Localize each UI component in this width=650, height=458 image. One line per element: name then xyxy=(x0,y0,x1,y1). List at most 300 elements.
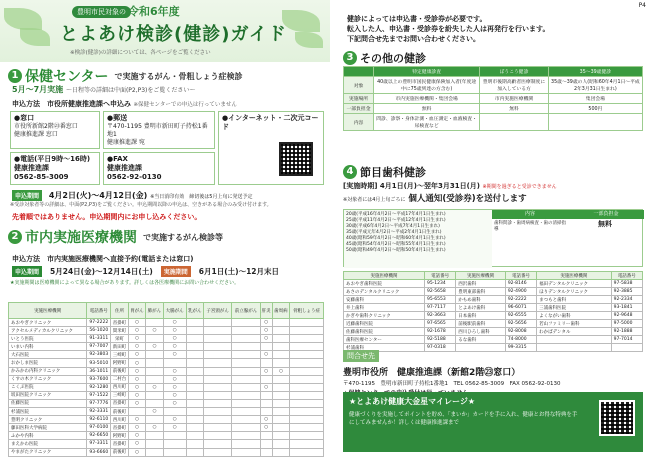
table-row xyxy=(344,304,643,312)
table-cell xyxy=(290,327,324,335)
table-cell: ○ xyxy=(163,391,186,399)
section4-title: 節目歯科健診 xyxy=(360,166,426,179)
table-cell: ○ xyxy=(128,335,145,343)
table-cell: 集団会場 xyxy=(548,94,642,104)
table-cell: 97-5000 xyxy=(611,320,642,328)
column-header: 大腸がん xyxy=(163,303,186,319)
section-number: 4 xyxy=(343,165,357,179)
table-cell xyxy=(260,432,272,440)
mileage-body: 健康づくりを実施してポイントを貯め、「まいか」カードを手に入れ、健康とお得な特典を手にしてみませんか！詳しくは健康推進課まで xyxy=(349,412,578,426)
table-cell: 97-7776 xyxy=(87,399,111,407)
table-cell: 97-0100 xyxy=(87,424,111,432)
table-cell xyxy=(204,424,232,432)
table-cell xyxy=(290,448,324,456)
table-cell: 藤田医科大学病院 xyxy=(9,424,87,432)
table-cell: ○ xyxy=(128,424,145,432)
table-cell: 無料 xyxy=(480,104,549,114)
table-cell: 佐藤医院 xyxy=(9,399,87,407)
other-table-header xyxy=(344,67,643,77)
table-cell xyxy=(290,359,324,367)
table-cell: ○ xyxy=(163,343,186,351)
table-cell xyxy=(272,383,289,391)
table-cell: 92-9648 xyxy=(611,312,642,320)
table-cell: 三浦歯科医院 xyxy=(537,304,612,312)
table-cell: 実施場所 xyxy=(344,94,374,104)
table-cell: ○ xyxy=(128,448,145,456)
table-cell: ○ xyxy=(128,343,145,351)
table-row xyxy=(344,296,643,304)
table-cell: ○ xyxy=(163,335,186,343)
table-cell xyxy=(272,335,289,343)
dental-target xyxy=(343,192,527,204)
table-cell: ○ xyxy=(260,335,272,343)
table-row xyxy=(9,440,324,448)
table-cell xyxy=(204,391,232,399)
internet-box xyxy=(218,111,324,185)
table-cell xyxy=(272,432,289,440)
table-cell: ○ xyxy=(146,383,163,391)
dental-clinic-table xyxy=(343,271,643,352)
section2-note: ★実施期間は医療機関によって異なる場合があります。詳しくは各医療機関にお問い合わせください。 xyxy=(10,280,240,286)
table-cell xyxy=(232,319,260,327)
leaf-decoration-icon xyxy=(282,10,320,32)
table-cell: よくながい歯科 xyxy=(537,312,612,320)
table-cell xyxy=(146,399,163,407)
section1-period xyxy=(12,84,195,95)
table-cell: いまい内科 xyxy=(9,343,87,351)
column-header: 住所 xyxy=(111,303,128,319)
table-cell: ○ xyxy=(128,383,145,391)
table-cell: 95-1234 xyxy=(424,280,455,288)
fax-title: ●FAX xyxy=(107,155,128,163)
table-cell: 92-2334 xyxy=(611,296,642,304)
table-cell: ○ xyxy=(260,367,272,375)
table-cell: 92-6555 xyxy=(505,312,536,320)
table-cell: 前後駅前歯科 xyxy=(456,320,506,328)
table-cell: 92-5656 xyxy=(505,320,536,328)
table-cell: 若山ファミリー歯科 xyxy=(537,320,612,328)
header-note: ※検診(健診)の詳細については、各ページをご覧ください xyxy=(70,50,211,56)
window-body: 市役所新館2階㉓番窓口 健康推進課 窓口 xyxy=(14,123,78,138)
guide-header xyxy=(0,0,330,62)
table-cell xyxy=(146,351,163,359)
mileage-qr-code-icon[interactable] xyxy=(599,400,635,436)
table-cell: 安藤歯科 xyxy=(344,296,425,304)
table-cell xyxy=(186,319,203,327)
table-cell xyxy=(146,375,163,383)
table-cell xyxy=(260,440,272,448)
exam-label: 実施期間 xyxy=(161,266,191,277)
table-cell: ○ xyxy=(146,343,163,351)
table-cell: ほりデンタルクリニック xyxy=(537,288,612,296)
table-cell: 96-6071 xyxy=(505,304,536,312)
header-year: 令和6年度 xyxy=(128,5,180,18)
qr-code-icon[interactable] xyxy=(279,142,313,176)
table-cell: 500円 xyxy=(548,104,642,114)
table-cell xyxy=(232,440,260,448)
table-cell: ○ xyxy=(163,319,186,327)
table-cell: ○ xyxy=(128,375,145,383)
table-cell: 92-3885 xyxy=(611,288,642,296)
table-cell: ○ xyxy=(163,424,186,432)
other-table-body xyxy=(344,77,643,131)
table-cell xyxy=(186,375,203,383)
table-cell xyxy=(290,424,324,432)
table-cell: 92-1280 xyxy=(87,383,111,391)
table-cell: 95-6553 xyxy=(424,296,455,304)
column-header: 実施医療機関 xyxy=(344,272,425,280)
table-cell xyxy=(290,440,324,448)
table-cell xyxy=(272,351,289,359)
table-cell: ○ xyxy=(163,367,186,375)
clinic-table-header xyxy=(9,303,324,319)
table-cell xyxy=(204,359,232,367)
table-cell: 栄町 xyxy=(111,335,128,343)
table-cell xyxy=(204,408,232,416)
content-text: 歯科問診・歯周病検査・歯の清掃指導 xyxy=(494,221,566,232)
table-cell: あおやぎクリニック xyxy=(9,319,87,327)
table-cell: かみかわ内科クリニック xyxy=(9,367,87,375)
table-cell xyxy=(186,367,203,375)
table-cell xyxy=(290,432,324,440)
table-cell xyxy=(204,343,232,351)
table-cell: 豊明市後期高齢者医療制度に加入している方 xyxy=(480,77,549,94)
table-cell xyxy=(290,343,324,351)
clinic-table xyxy=(8,302,324,457)
table-cell: ○ xyxy=(128,399,145,407)
table-cell: 92-5658 xyxy=(424,288,455,296)
first-come-note: 先着順ではありません。申込期間内にお申し込みください。 xyxy=(12,213,202,221)
apply-title: 申込方法 市役所健康推進課へ申込み xyxy=(12,100,131,108)
table-cell xyxy=(232,367,260,375)
table-cell xyxy=(272,375,289,383)
table-cell xyxy=(204,351,232,359)
section1-heading xyxy=(8,66,242,86)
table-cell: 無料 xyxy=(374,104,480,114)
window-box xyxy=(10,111,100,149)
table-cell: かもめ歯科 xyxy=(456,296,506,304)
table-cell: 92-2222 xyxy=(505,296,536,304)
table-cell: 市内実施医療機関 xyxy=(480,94,549,104)
table-cell xyxy=(260,375,272,383)
table-cell: 西川町 xyxy=(111,383,128,391)
table-cell xyxy=(163,440,186,448)
column-header: 35〜39歳健診 xyxy=(548,67,642,77)
table-cell xyxy=(290,391,324,399)
table-cell xyxy=(186,391,203,399)
table-cell: 92-1678 xyxy=(424,328,455,336)
table-cell xyxy=(290,375,324,383)
table-cell xyxy=(146,440,163,448)
exam-period: 6月1日(土)〜12月末日 xyxy=(198,267,280,276)
table-cell: 佐藤歯科医院 xyxy=(344,328,425,336)
table-cell xyxy=(232,343,260,351)
table-cell xyxy=(204,416,232,424)
table-cell: 前後町 xyxy=(111,448,128,456)
table-cell xyxy=(232,424,260,432)
period-note: 〜日程等の詳細は中面(P2,P3)をご覧ください〜 xyxy=(65,87,196,94)
table-cell xyxy=(146,359,163,367)
contact-label: 問合せ先 xyxy=(343,350,379,362)
mileage-banner xyxy=(343,392,643,452)
target-label: ※対象者には4月上旬ごろに xyxy=(343,197,406,203)
table-cell xyxy=(204,383,232,391)
table-row xyxy=(9,399,324,407)
table-cell xyxy=(186,335,203,343)
table-cell xyxy=(186,343,203,351)
column-header: 胃がん xyxy=(128,303,145,319)
table-cell: アクセルメディカルクリニック xyxy=(9,327,87,335)
section2-heading xyxy=(8,227,223,247)
table-cell: 西沢歯科 xyxy=(456,280,506,288)
table-cell xyxy=(146,432,163,440)
table-cell xyxy=(260,408,272,416)
table-cell: 市内実施医療機関・集団会場 xyxy=(374,94,480,104)
table-cell: とよあけ歯科 xyxy=(456,304,506,312)
content-label: 内容 xyxy=(492,210,568,219)
table-cell: 近藤歯科医院 xyxy=(344,320,425,328)
column-header: 歯周病 xyxy=(272,303,289,319)
table-row xyxy=(9,448,324,456)
table-cell xyxy=(186,448,203,456)
table-cell: 大石医院 xyxy=(9,351,87,359)
table-row xyxy=(344,328,643,336)
table-cell xyxy=(548,114,642,131)
table-cell xyxy=(232,327,260,335)
apply-period-label: 申込期間 xyxy=(12,190,42,201)
table-cell xyxy=(146,448,163,456)
table-cell: 井上歯科 xyxy=(344,304,425,312)
section3-title: その他の健診 xyxy=(360,52,426,65)
table-cell xyxy=(290,351,324,359)
table-cell xyxy=(163,359,186,367)
table-cell xyxy=(186,408,203,416)
dental-implementation xyxy=(343,181,557,191)
table-row xyxy=(344,104,643,114)
table-row xyxy=(344,280,643,288)
section2-title-rest: で実施するがん検診等 xyxy=(143,232,223,242)
phone-box xyxy=(10,152,100,185)
column-header: 子宮頸がん xyxy=(204,303,232,319)
table-cell: 沓掛町 xyxy=(111,319,128,327)
table-cell: あおやぎ歯科医院 xyxy=(344,280,425,288)
table-cell xyxy=(204,335,232,343)
table-cell: やまがたクリニック xyxy=(9,448,87,456)
column-header: 特定健康診査 xyxy=(374,67,480,77)
table-row xyxy=(344,288,643,296)
table-cell: ○ xyxy=(163,351,186,359)
table-row xyxy=(9,432,324,440)
table-cell xyxy=(290,408,324,416)
table-cell: 92-3331 xyxy=(87,408,111,416)
table-cell: 35歳〜39歳の人(昭和60年4月1日〜平成2年3月31日生まれ) xyxy=(548,77,642,94)
table-cell: 92-6650 xyxy=(87,432,111,440)
table-cell: ○ xyxy=(163,399,186,407)
table-cell: 97-3311 xyxy=(87,440,111,448)
table-cell: 杉浦医院 xyxy=(9,408,87,416)
table-cell xyxy=(186,432,203,440)
table-cell xyxy=(163,432,186,440)
table-cell: ○ xyxy=(260,383,272,391)
table-cell xyxy=(272,399,289,407)
column-header: 実施医療機関 xyxy=(537,272,612,280)
other-checkups-table xyxy=(343,66,643,131)
table-cell: まえかわ医院 xyxy=(9,440,87,448)
column-header: 肺がん xyxy=(146,303,163,319)
reissue-note: 健診によっては申込書・受診券が必要です。 転入した人、申込書・受診券を紛失した人は再発行を行います。 下記問合せ先までお問い合わせください。 xyxy=(347,15,550,43)
table-cell: 93-5010 xyxy=(87,359,111,367)
table-row xyxy=(9,327,324,335)
table-cell xyxy=(232,432,260,440)
fax-body: 健康推進課 0562-92-0130 xyxy=(107,164,162,181)
table-cell xyxy=(232,408,260,416)
table-cell: ○ xyxy=(128,351,145,359)
column-header: 乳がん xyxy=(186,303,203,319)
table-cell xyxy=(186,359,203,367)
apply-note: ※保健センターでの申込は行っていません xyxy=(133,102,237,108)
table-cell xyxy=(232,399,260,407)
section1-title-rest: で実施するがん・骨粗しょう症検診 xyxy=(114,71,243,81)
table-cell: ○ xyxy=(163,375,186,383)
table-cell: いとう医院 xyxy=(9,335,87,343)
table-row xyxy=(9,408,324,416)
table-cell: ○ xyxy=(260,351,272,359)
mail-title: ●郵送 xyxy=(107,114,128,122)
table-cell: ○ xyxy=(260,424,272,432)
table-cell: 問診、診察・身体計測・血圧測定・血液検査・尿検査など xyxy=(374,114,480,131)
table-cell: 三崎町 xyxy=(111,351,128,359)
table-row xyxy=(9,391,324,399)
table-cell xyxy=(186,383,203,391)
table-cell: こくぶ医院 xyxy=(9,383,87,391)
period-text: 5月〜7月実施 xyxy=(12,85,64,94)
table-cell: ○ xyxy=(260,416,272,424)
table-cell xyxy=(260,343,272,351)
fee-text: 無料 xyxy=(598,220,612,228)
table-cell xyxy=(272,408,289,416)
column-header: 電話番号 xyxy=(424,272,455,280)
table-cell: 内容 xyxy=(344,114,374,131)
table-cell xyxy=(204,440,232,448)
table-cell: 坂田医院クリニック xyxy=(9,391,87,399)
column-header: 実施医療機関 xyxy=(456,272,506,280)
column-header: 実施医療機関 xyxy=(9,303,87,319)
clinic-table-body xyxy=(9,319,324,457)
section-number: 1 xyxy=(8,69,22,83)
phone-title: ●電話(平日9時〜16時) xyxy=(14,155,91,163)
leaf-decoration-icon xyxy=(4,8,42,30)
table-cell: ○ xyxy=(128,367,145,375)
table-cell xyxy=(272,391,289,399)
table-cell: 西川町 xyxy=(111,416,128,424)
dental-table-body xyxy=(344,280,643,352)
table-cell: 97-2222 xyxy=(87,319,111,327)
table-cell xyxy=(290,399,324,407)
fee-label: 一部負担金 xyxy=(568,210,644,219)
table-row xyxy=(9,343,324,351)
table-cell xyxy=(204,367,232,375)
table-cell xyxy=(186,440,203,448)
dental-details xyxy=(492,210,644,268)
table-cell: わかばデンタル xyxy=(537,328,612,336)
table-cell xyxy=(204,375,232,383)
internet-title: ●インターネット・二次元コード xyxy=(222,114,319,131)
contact-section xyxy=(343,343,643,397)
table-cell xyxy=(272,359,289,367)
mail-body: 〒470-1195 豊明市新田町子持松1番地1 健康推進課 宛 xyxy=(107,123,208,146)
table-cell: まつもと歯科 xyxy=(537,296,612,304)
section-number: 2 xyxy=(8,230,22,244)
section4-heading xyxy=(343,164,426,180)
table-cell: 西川ひろし歯科 xyxy=(456,328,506,336)
target-text: 個人通知(受診券)を送付します xyxy=(408,194,527,204)
table-cell: 杉浦歯科 xyxy=(344,344,425,352)
table-cell xyxy=(260,359,272,367)
implementation-note: ※期間を過ぎると受診できません xyxy=(482,184,557,190)
table-cell: かぎや歯科クリニック xyxy=(344,312,425,320)
table-cell xyxy=(232,448,260,456)
table-cell: 二村台 xyxy=(111,375,128,383)
dental-info-box xyxy=(343,209,643,267)
table-cell: 74-8000 xyxy=(505,336,536,344)
table-row xyxy=(344,320,643,328)
right-page xyxy=(333,0,650,458)
table-cell: 阿野町 xyxy=(111,432,128,440)
table-cell xyxy=(186,424,203,432)
apply-method xyxy=(12,99,237,109)
table-cell: ○ xyxy=(146,424,163,432)
table-cell: 沓掛町 xyxy=(111,424,128,432)
header-subtitle: 豊明市民対象の xyxy=(72,6,131,18)
table-cell xyxy=(204,319,232,327)
table-cell xyxy=(232,383,260,391)
table-row xyxy=(344,77,643,94)
table-cell: ○ xyxy=(128,416,145,424)
table-cell: ○ xyxy=(163,416,186,424)
table-cell xyxy=(186,416,203,424)
table-cell xyxy=(204,327,232,335)
apply-period: 5月24日(金)〜12月14日(土) xyxy=(50,267,153,276)
table-cell xyxy=(272,424,289,432)
table-row xyxy=(344,94,643,104)
implementation-label: [実施時期] xyxy=(343,182,378,190)
table-cell xyxy=(146,367,163,375)
table-cell xyxy=(163,408,186,416)
table-cell: ふかや内科 xyxy=(9,432,87,440)
table-cell: 間米町 xyxy=(111,327,128,335)
table-cell: 91-3311 xyxy=(87,335,111,343)
table-cell: 93-7600 xyxy=(87,375,111,383)
dental-table-header xyxy=(344,272,643,280)
leaf-decoration-icon xyxy=(295,32,323,48)
section1-apply-period xyxy=(12,190,252,201)
mail-box xyxy=(103,111,215,149)
apply-period: 4月2日(火)〜4月12日(金) xyxy=(48,191,148,200)
table-cell xyxy=(146,416,163,424)
table-cell xyxy=(290,319,324,327)
table-cell xyxy=(290,416,324,424)
mileage-title: ★とよあけ健康大金星マイレージ★ xyxy=(349,397,476,406)
table-cell: 92-4900 xyxy=(505,288,536,296)
column-header: 肝炎 xyxy=(260,303,272,319)
section1-small-note: ※受診対象者等の詳細は、中面(P2,P3)をご覧ください。申込期間以降の申込は、空きがある場合のみ受け付けます。 xyxy=(10,202,272,208)
table-cell xyxy=(204,432,232,440)
table-cell: 対象 xyxy=(344,77,374,94)
table-cell: 36-1011 xyxy=(87,367,111,375)
table-cell xyxy=(232,391,260,399)
leaf-decoration-icon xyxy=(20,28,50,46)
column-header: 電話番号 xyxy=(87,303,111,319)
